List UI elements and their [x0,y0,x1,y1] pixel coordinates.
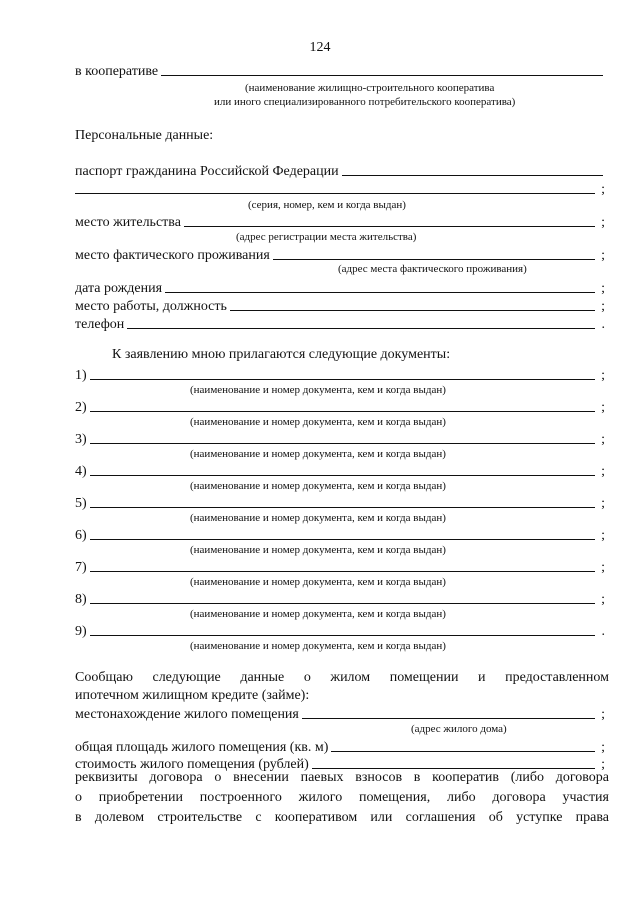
document-hint: (наименование и номер документа, кем и когда выдан) [190,384,446,396]
passport-field-2[interactable] [75,192,595,194]
document-field[interactable] [90,410,595,412]
actual-field[interactable] [273,258,595,260]
document-hint: (наименование и номер документа, кем и когда выдан) [190,544,446,556]
phone-line [75,313,605,333]
document-hint: (наименование и номер документа, кем и когда выдан) [190,640,446,652]
document-line [75,428,605,448]
document-field[interactable] [90,602,595,604]
document-end-mark: ; [601,400,605,415]
birth-label: дата рождения [75,281,163,296]
location-line [75,703,605,723]
document-field[interactable] [90,634,595,636]
document-line [75,492,605,512]
cost-semicolon: ; [601,757,605,772]
passport-line [75,160,605,180]
document-field[interactable] [90,474,595,476]
document-end-mark: ; [601,528,605,543]
passport-label: паспорт гражданина Российской Федерации [75,164,339,179]
document-field[interactable] [90,442,595,444]
residence-label: место жительства [75,215,181,230]
document-field[interactable] [90,538,595,540]
page-number: 124 [309,40,331,55]
cost-label: стоимость жилого помещения (рублей) [75,757,309,772]
document-hint: (наименование и номер документа, кем и когда выдан) [190,608,446,620]
birth-semicolon: ; [601,281,605,296]
actual-label: место фактического проживания [75,248,270,263]
document-line [75,396,605,416]
passport-line-2 [75,178,605,198]
work-field[interactable] [230,309,595,311]
document-number: 5) [75,496,87,511]
coop-field[interactable] [161,74,603,76]
coop-hint-1: (наименование жилищно-строительного кооператива [245,82,495,94]
requisites-line-1: реквизиты договора о внесении паевых взносов в кооператив (либо договора [75,770,609,785]
residence-hint: (адрес регистрации места жительства) [236,231,417,243]
area-semicolon: ; [601,740,605,755]
coop-label: в кооперативе [75,64,159,79]
document-line [75,588,605,608]
document-end-mark: ; [601,432,605,447]
birth-line [75,277,605,297]
housing-intro-1: Сообщаю следующие данные о жилом помещении и предоставленном [75,670,609,685]
phone-period: . [601,317,605,332]
document-number: 6) [75,528,87,543]
area-field[interactable] [331,750,595,752]
document-line [75,460,605,480]
document-line [75,556,605,576]
document-number: 4) [75,464,87,479]
actual-line [75,244,605,264]
phone-label: телефон [75,317,125,332]
document-line [75,620,605,640]
work-label: место работы, должность [75,299,227,314]
document-number: 9) [75,624,87,639]
residence-field[interactable] [184,225,595,227]
document-end-mark: ; [601,496,605,511]
birth-field[interactable] [165,291,595,293]
location-label: местонахождение жилого помещения [75,707,299,722]
personal-heading: Персональные данные: [75,128,214,143]
documents-heading: К заявлению мною прилагаются следующие документы: [112,347,451,362]
document-line [75,364,605,384]
work-line [75,295,605,315]
phone-field[interactable] [127,327,595,329]
document-number: 8) [75,592,87,607]
document-end-mark: ; [601,560,605,575]
document-hint: (наименование и номер документа, кем и когда выдан) [190,480,446,492]
passport-semicolon: ; [601,182,605,197]
passport-field[interactable] [342,174,603,176]
document-end-mark: ; [601,368,605,383]
requisites-line-3: в долевом строительстве с кооперативом или соглашения об уступке права [75,810,609,825]
residence-semicolon: ; [601,215,605,230]
area-label: общая площадь жилого помещения (кв. м) [75,740,329,755]
document-number: 7) [75,560,87,575]
actual-hint: (адрес места фактического проживания) [338,263,527,275]
coop-line [75,60,605,80]
document-field[interactable] [90,378,595,380]
document-hint: (наименование и номер документа, кем и когда выдан) [190,448,446,460]
document-hint: (наименование и номер документа, кем и когда выдан) [190,416,446,428]
actual-semicolon: ; [601,248,605,263]
location-hint: (адрес жилого дома) [411,723,507,735]
cost-field[interactable] [312,767,595,769]
document-end-mark: ; [601,592,605,607]
document-number: 1) [75,368,87,383]
document-end-mark: . [601,624,605,639]
document-line [75,524,605,544]
document-field[interactable] [90,570,595,572]
document-end-mark: ; [601,464,605,479]
work-semicolon: ; [601,299,605,314]
location-field[interactable] [302,717,595,719]
document-field[interactable] [90,506,595,508]
coop-hint-2: или иного специализированного потребительского кооператива) [214,96,516,108]
passport-hint: (серия, номер, кем и когда выдан) [248,199,406,211]
document-number: 3) [75,432,87,447]
housing-intro-2: ипотечном жилищном кредите (займе): [75,688,310,703]
requisites-line-2: о приобретении построенного жилого помещения, либо договора участия [75,790,609,805]
document-hint: (наименование и номер документа, кем и когда выдан) [190,576,446,588]
location-semicolon: ; [601,707,605,722]
document-hint: (наименование и номер документа, кем и когда выдан) [190,512,446,524]
residence-line [75,211,605,231]
document-number: 2) [75,400,87,415]
